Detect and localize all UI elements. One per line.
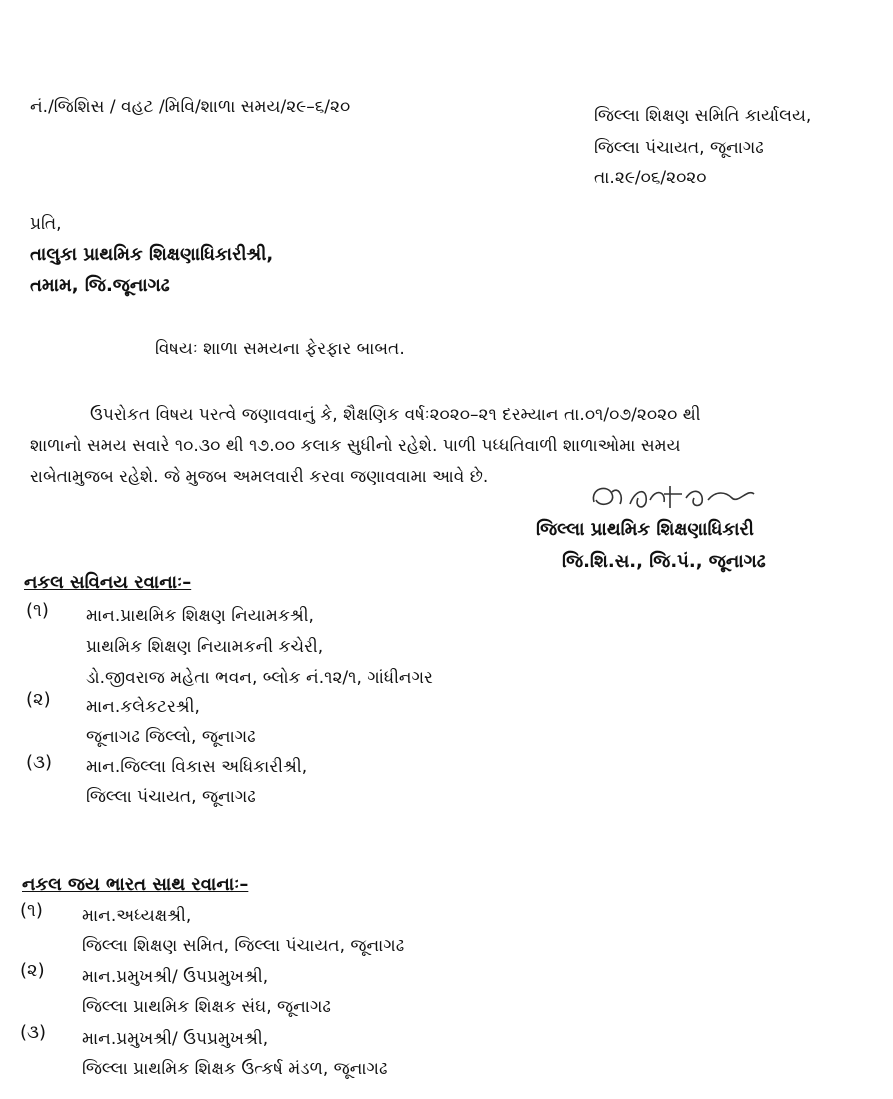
body-line: રાબેતામુજબ રહેશે. જે મુજબ અમલવારી કરવા જણાવવામા આવે છે. <box>30 467 489 487</box>
list-item-number: (૨) <box>20 960 45 981</box>
list-item-number: (૧) <box>26 600 49 621</box>
body-line: શાળાનો સમય સવારે ૧૦.૩૦ થી ૧૭.૦૦ કલાક સુધીનો રહેશે. પાળી પધ્ધતિવાળી શાળાઓમા સમય <box>30 436 681 456</box>
list-item-line: જિલ્લા શિક્ષણ સમિત, જિલ્લા પંચાયત, જૂનાગઢ <box>82 936 405 956</box>
recipient-location: તમામ, જિ.જૂનાગઢ <box>30 275 170 296</box>
reference-number: નં./જિશિસ / વહટ /મિવિ/શાળા સમય/૨૯–૬/૨૦ <box>30 97 351 117</box>
copy-section-2-heading: નકલ જય ભારત સાથ રવાનાઃ– <box>22 874 249 895</box>
recipient-title: તાલુકા પ્રાથમિક શિક્ષણાધિકારીશ્રી, <box>30 244 274 265</box>
list-item-number: (૩) <box>26 752 53 773</box>
list-item-line: માન.પ્રાથમિક શિક્ષણ નિયામકશ્રી, <box>86 606 314 626</box>
office-address: જિલ્લા પંચાયત, જૂનાગઢ <box>594 138 764 158</box>
office-name: જિલ્લા શિક્ષણ સમિતિ કાર્યાલય, <box>594 106 812 126</box>
list-item-line: માન.કલેકટરશ્રી, <box>86 697 200 717</box>
copy-section-1-heading: નકલ સવિનય રવાનાઃ– <box>24 572 192 593</box>
list-item-line: પ્રાથમિક શિક્ષણ નિયામકની કચેરી, <box>86 637 324 657</box>
handwritten-signature <box>586 478 786 518</box>
list-item-number: (૧) <box>20 900 43 921</box>
subject-line: વિષયઃ શાળા સમયના ફેરફાર બાબત. <box>155 339 405 359</box>
signatory-office: જિ.શિ.સ., જિ.પં., જૂનાગઢ <box>562 551 766 572</box>
list-item-line: માન.પ્રમુખશ્રી/ ઉપપ્રમુખશ્રી, <box>82 1029 269 1049</box>
list-item-number: (૨) <box>26 689 51 710</box>
prati-label: પ્રતિ, <box>30 214 62 234</box>
list-item-number: (૩) <box>20 1022 47 1043</box>
list-item-line: ડો.જીવરાજ મહેતા ભવન, બ્લોક નં.૧૨/૧, ગાંધીનગર <box>86 668 433 688</box>
list-item-line: જૂનાગઢ જિલ્લો, જૂનાગઢ <box>86 727 256 747</box>
body-line: ઉપરોકત વિષય પરત્વે જણાવવાનું કે, શૈક્ષણિક વર્ષઃ૨૦૨૦–૨૧ દરમ્યાન તા.૦૧/૦૭/૨૦૨૦ થી <box>90 405 701 425</box>
list-item-line: જિલ્લા પ્રાથમિક શિક્ષક ઉત્કર્ષ મંડળ, જૂનાગઢ <box>82 1059 388 1079</box>
signatory-title: જિલ્લા પ્રાથમિક શિક્ષણાધિકારી <box>536 519 754 540</box>
list-item-line: જિલ્લા પ્રાથમિક શિક્ષક સંઘ, જૂનાગઢ <box>82 997 331 1017</box>
list-item-line: માન.જિલ્લા વિકાસ અધિકારીશ્રી, <box>86 757 308 777</box>
letter-date: તા.૨૯/૦૬/૨૦૨૦ <box>594 168 707 188</box>
list-item-line: માન.પ્રમુખશ્રી/ ઉપપ્રમુખશ્રી, <box>82 967 269 987</box>
list-item-line: માન.અધ્યક્ષશ્રી, <box>82 906 192 926</box>
list-item-line: જિલ્લા પંચાયત, જૂનાગઢ <box>86 787 256 807</box>
